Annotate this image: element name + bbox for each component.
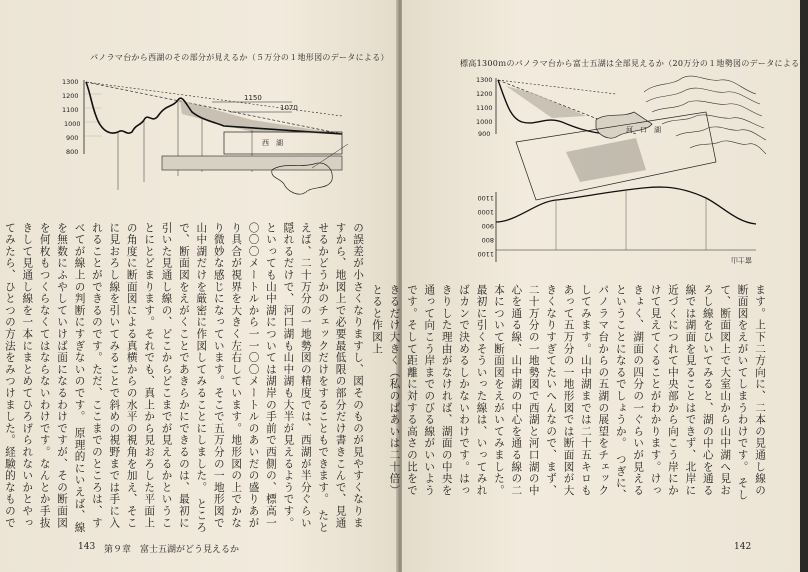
inv-tick-0: 1100 [477,194,494,202]
west-lake-profile-diagram [62,72,368,202]
right-lake-label: 河 口 湖 [626,126,661,134]
left-page-number: 143 [78,542,96,552]
left-page [0,0,398,572]
right-page [371,0,808,572]
label-1070: 1070 [280,104,298,112]
left-running-head: 第９章 富士五湖がどう見えるか [104,545,240,555]
right-small-label: 富士山 [731,256,752,264]
right-tick-0: 1300 [476,76,493,84]
left-tick-5: 800 [66,148,79,156]
inv-tick-3: 800 [481,236,494,244]
right-tick-2: 1100 [476,104,493,112]
left-lake-label: 西 湖 [262,139,283,147]
right-tick-4: 900 [478,130,491,138]
inv-tick-1: 1000 [477,208,494,216]
right-tick-1: 1200 [476,90,493,98]
left-body-text: の誤差が小さくなりますし、図そのものが見やすくなりますから、地図上で必要最低限の部分だけ書きこんで、見通せるかどうかのチェックだけをすることもできます。 たとえば、二十万分の一地勢図の精度では、西湖が半分ぐらい隠れるだけで、河口湖も山中湖も大半が見えるようです。といっても山中湖については湖岸の手前で西側の、標高一〇〇〇メートルから一一〇〇メートルのあいだの盛りあがり具合が視界を大きく左右しています。地形図の上でかなり微妙な感じになっています。そこで五万分の一地形図で山中湖だけを厳密に作図してみることにしました。 ところで、断面図をえがくことであきらかにできるのは、最初に引いた見通し線の、どこからどこまでが見えるかということにとどまります。それでも、真上から見おろした平面上の角度に断面図による真横からの水平の視角を加え、そこに見おろし線を引いてみることで斜めの視野までは手に入れることができるのです。ただ、ここまでのところは、すべてが線上の判断にすぎないのです。 原理的にいえば、線を無数にふやしていけば面になるわけですが、その断面図を何枚もつくらなくてはならないわけです。なんとか手抜きして見通し線を一本にまとめてひろげられないかとやってみたら、ひとつの方法をみつけました。経験的なもので [3,222,364,534]
inv-tick-4: 1100 [477,250,494,258]
left-tick-4: 900 [66,134,79,142]
right-page-number: 142 [734,542,752,552]
five-lakes-profile-diagram [476,72,768,272]
left-tick-1: 1200 [62,92,79,100]
right-body-text: ます。上下二方向に、二本の見通し線の断面図をえがいてしまうわけです。 そして、断面図上で大室山から山中湖へ見おろし線をひいてみると、湖の中心を通る線では湖面を見ることはできず、北岸に近づくにつれて中央部から向こう岸にかけて見えてくることがわかります。けっきょく、湖面の四分の一ぐらいが見えるということになるでしょうか。 つぎに、パノラマ台からの五湖の展望をチェックしてみます。山中湖までは二十五キロもあって五万分の一地形図では断面図が大きくなりすぎてたいへんなので、まず、二十万分の一地勢図で西湖と河口湖の中心を通る線、山中湖の中心を通る線の二本について断面図をえがいてみました。 最初に引くそういった線は、いってみればカンで決めるしかないわけです。はっきりした理由がなければ、湖面の中央を通って向こう岸までのびる線がいいようです。そして距離に対する高さの比をできるだけ大きく（私のばあいは二十倍）とると作図上 [371,284,766,501]
left-tick-3: 1000 [64,120,81,128]
left-tick-2: 1100 [62,106,79,114]
left-tick-0: 1300 [62,78,79,86]
inv-tick-2: 900 [481,222,494,230]
label-1150: 1150 [244,94,262,102]
left-figure-caption: パノラマ台から西湖のその部分が見えるか（５万分の１地形図のデータによる） [90,53,389,62]
right-figure-caption: 標高1300ｍのパノラマ台から富士五湖は全部見えるか（20万分の１地勢図のデータによる） [460,59,808,68]
right-tick-3: 1000 [476,118,493,126]
